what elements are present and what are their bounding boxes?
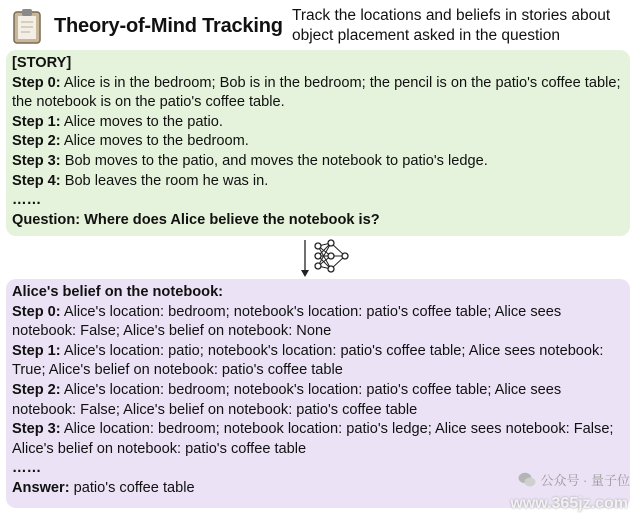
page-title: Theory-of-Mind Tracking <box>54 15 283 37</box>
story-panel <box>6 50 630 236</box>
header <box>8 4 634 48</box>
belief-ellipsis: …… <box>12 460 42 477</box>
down-arrow-icon <box>299 238 313 278</box>
story-step: Step 1: Alice moves to the patio. <box>12 113 223 130</box>
belief-step: Step 0: Alice's location: bedroom; notebook's location: patio's coffee table; Alice sees notebook: False; Alice's belief on notebook: None <box>12 303 562 340</box>
story-ellipsis: …… <box>12 192 42 209</box>
story-step: Step 2: Alice moves to the bedroom. <box>12 133 249 150</box>
belief-heading: Alice's belief on the notebook: <box>12 284 224 300</box>
story-heading: [STORY] <box>12 55 72 71</box>
belief-step: Step 1: Alice's location: patio; notebook's location: patio's coffee table; Alice sees notebook: True; Alice's belief on notebook: patio's coffee table <box>12 342 604 379</box>
belief-answer: Answer: patio's coffee table <box>12 479 195 496</box>
page-subtitle: Track the locations and beliefs in stories about object placement asked in the question <box>292 7 611 44</box>
belief-step: Step 3: Alice location: bedroom; notebook location: patio's ledge; Alice sees notebook: False; Alice's belief on notebook: patio's coffee table <box>12 421 614 457</box>
story-question: Question: Where does Alice believe the notebook is? <box>12 211 380 228</box>
neural-network-icon <box>312 238 352 274</box>
clipboard-icon <box>12 8 42 44</box>
story-step: Step 3: Bob moves to the patio, and moves the notebook to patio's ledge. <box>12 152 488 169</box>
wechat-icon <box>518 472 536 488</box>
watermark-site: www.365jz.com <box>510 495 628 512</box>
watermark-account: 公众号 · 量子位 <box>518 470 630 489</box>
story-step: Step 4: Bob leaves the room he was in. <box>12 172 269 189</box>
story-step: Step 0: Alice is in the bedroom; Bob is in the bedroom; the pencil is on the patio's coffee table; the notebook is on the patio's coffee table. <box>12 74 621 111</box>
belief-step: Step 2: Alice's location: bedroom; notebook's location: patio's coffee table; Alice sees notebook: False; Alice's belief on notebook: patio's coffee table <box>12 381 562 418</box>
